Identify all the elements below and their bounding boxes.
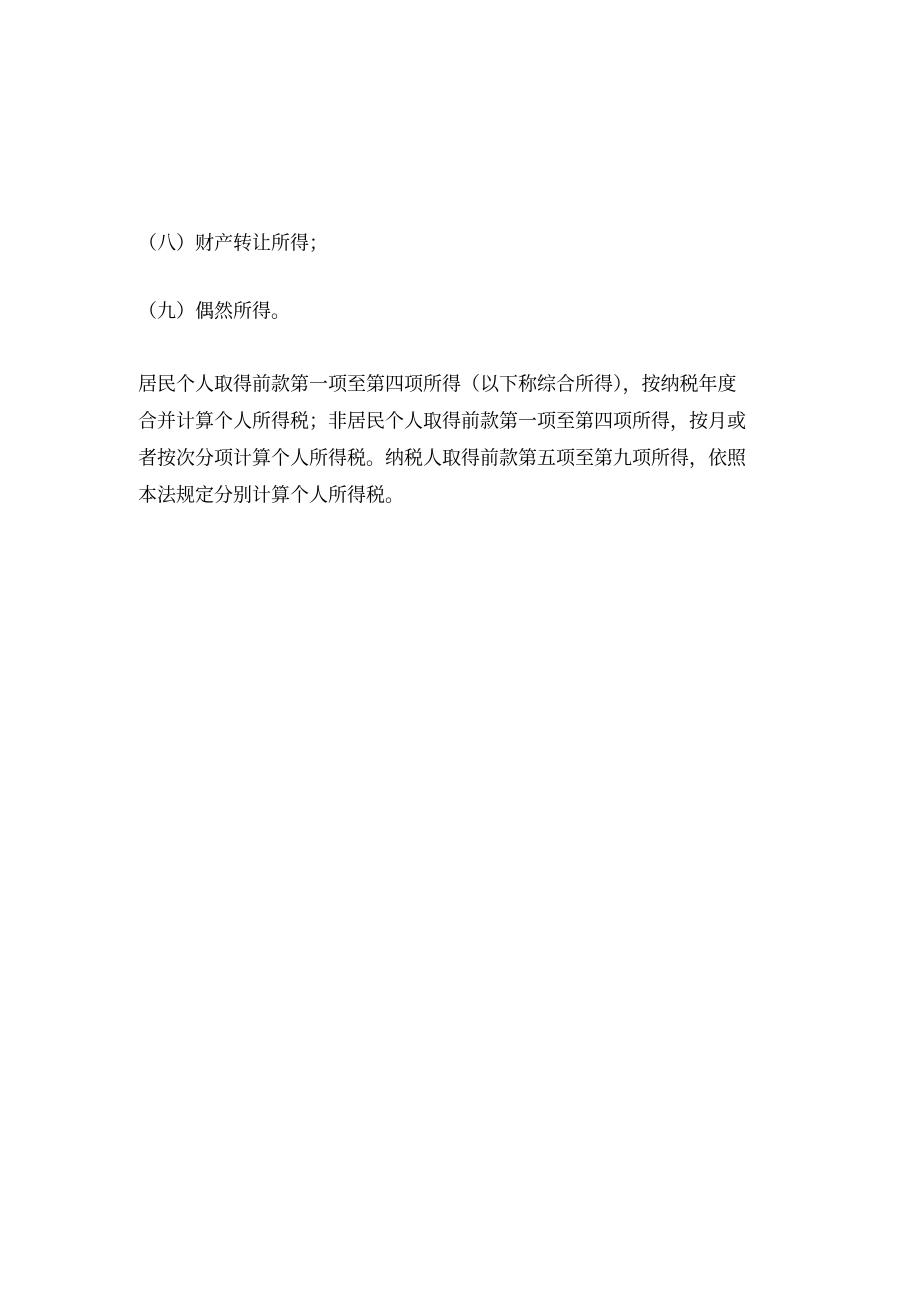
paragraph-line: 本法规定分别计算个人所得税。 [138, 484, 405, 506]
body-paragraph [138, 366, 798, 514]
list-item-9: （九）偶然所得。 [138, 300, 291, 322]
paragraph-line: 者按次分项计算个人所得税。纳税人取得前款第五项至第九项所得，依照 [138, 447, 747, 469]
paragraph-line: 居民个人取得前款第一项至第四项所得（以下称综合所得），按纳税年度 [138, 373, 737, 395]
paragraph-line: 合并计算个人所得税；非居民个人取得前款第一项至第四项所得，按月或 [138, 410, 747, 432]
list-item-8: （八）财产转让所得； [138, 232, 329, 254]
